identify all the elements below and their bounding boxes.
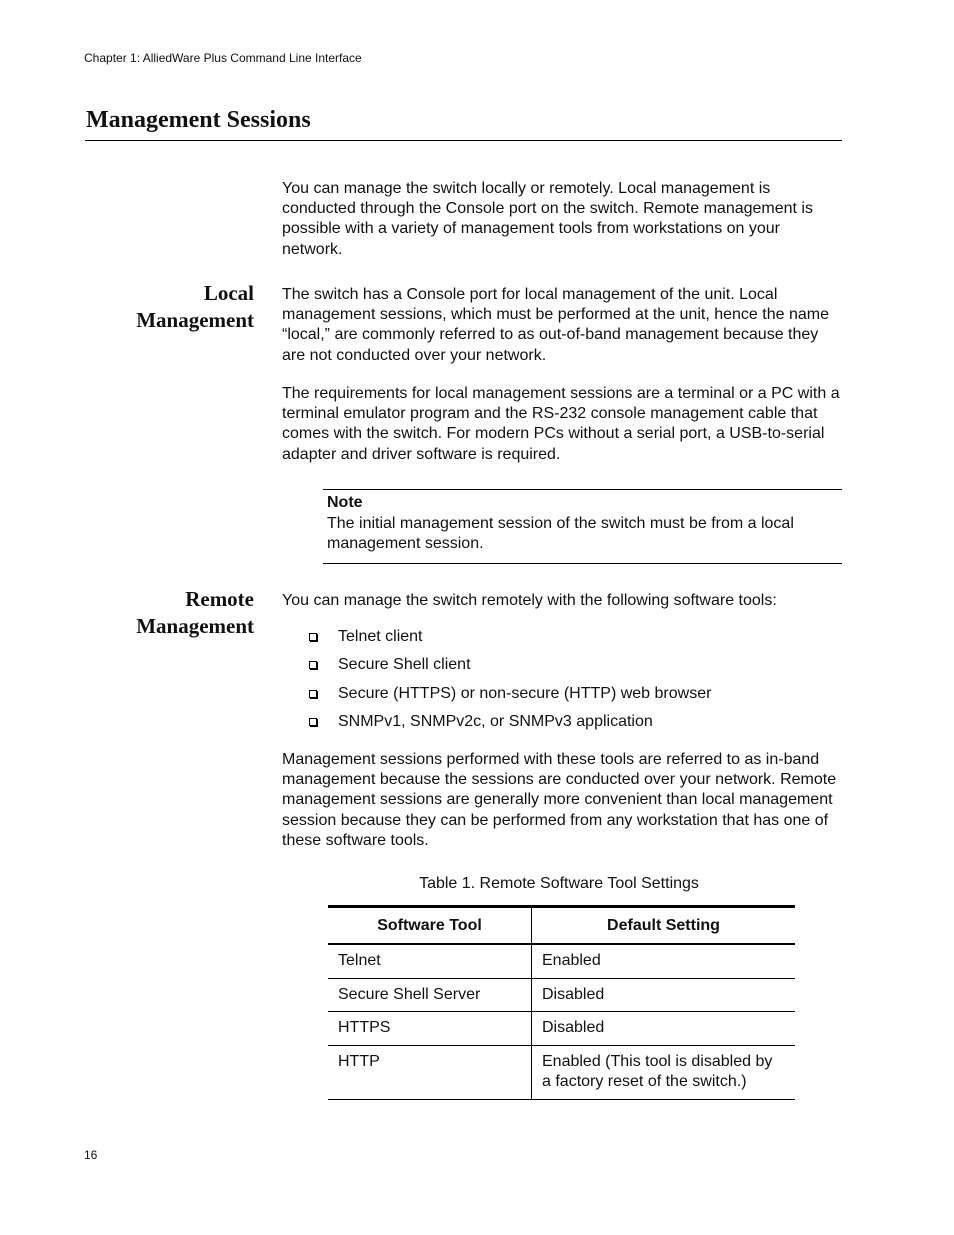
table-caption: Table 1. Remote Software Tool Settings bbox=[419, 875, 699, 892]
column-header-tool: Software Tool bbox=[328, 907, 532, 945]
local-paragraph-1: The switch has a Console port for local management of the unit. Local management sessions, which must be performed at the unit, hence the name “local,” are commonly referred to as out-of-band management because they are not conducted over your network. bbox=[282, 286, 829, 364]
list-item-text: Secure Shell client bbox=[338, 656, 471, 674]
table-row bbox=[328, 944, 795, 978]
local-management-heading bbox=[74, 280, 254, 334]
checkbox-bullet-icon bbox=[309, 633, 317, 641]
list-item-text: SNMPv1, SNMPv2c, or SNMPv3 application bbox=[338, 712, 653, 730]
checkbox-bullet-icon bbox=[309, 690, 317, 698]
local-heading-line1: Local bbox=[203, 281, 254, 305]
remote-management-heading bbox=[74, 586, 254, 640]
local-heading-line2: Management bbox=[136, 308, 254, 332]
table-row bbox=[328, 1012, 795, 1046]
table-cell: HTTPS bbox=[328, 1012, 532, 1046]
page-number: 16 bbox=[84, 1148, 98, 1162]
table-cell: Enabled bbox=[532, 944, 796, 978]
checkbox-bullet-icon bbox=[309, 661, 317, 669]
settings-table bbox=[328, 905, 795, 1100]
running-header: Chapter 1: AlliedWare Plus Command Line Interface bbox=[84, 51, 362, 65]
table-cell: Secure Shell Server bbox=[328, 978, 532, 1012]
remote-paragraph: Management sessions performed with these tools are referred to as in-band management because the sessions are conducted over your network. Remote management sessions are generally more convenient than local management session because they can be performed from any workstation that has one of these software tools. bbox=[282, 751, 837, 849]
table-header-row bbox=[328, 907, 795, 945]
table-cell: Disabled bbox=[532, 978, 796, 1012]
note-text: The initial management session of the switch must be from a local management session. bbox=[327, 515, 794, 553]
local-paragraph-2: The requirements for local management sessions are a terminal or a PC with a terminal emulator program and the RS-232 console management cable that comes with the switch. For modern PCs without a serial port, a USB-to-serial adapter and driver software is required. bbox=[282, 385, 840, 463]
remote-intro: You can manage the switch remotely with the following software tools: bbox=[282, 592, 777, 609]
table-row bbox=[328, 1045, 795, 1099]
list-item-text: Telnet client bbox=[338, 628, 423, 645]
table-cell: Telnet bbox=[328, 944, 532, 978]
note-label: Note bbox=[327, 494, 363, 511]
column-header-default: Default Setting bbox=[532, 907, 796, 945]
table-row bbox=[328, 978, 795, 1012]
table-cell: HTTP bbox=[328, 1045, 532, 1099]
note-box bbox=[323, 489, 842, 564]
intro-paragraph: You can manage the switch locally or remotely. Local management is conducted through the Console port on the switch. Remote management is possible with a variety of management tools from workstations on your network. bbox=[282, 180, 813, 258]
title-rule bbox=[85, 140, 842, 141]
checkbox-bullet-icon bbox=[309, 718, 317, 726]
list-item-text: Secure (HTTPS) or non-secure (HTTP) web browser bbox=[338, 684, 712, 702]
page-title: Management Sessions bbox=[86, 107, 311, 133]
remote-heading-line1: Remote bbox=[185, 587, 254, 611]
table-cell: Enabled (This tool is disabled by a factory reset of the switch.) bbox=[532, 1045, 796, 1099]
remote-heading-line2: Management bbox=[136, 614, 254, 638]
table-cell: Disabled bbox=[532, 1012, 796, 1046]
